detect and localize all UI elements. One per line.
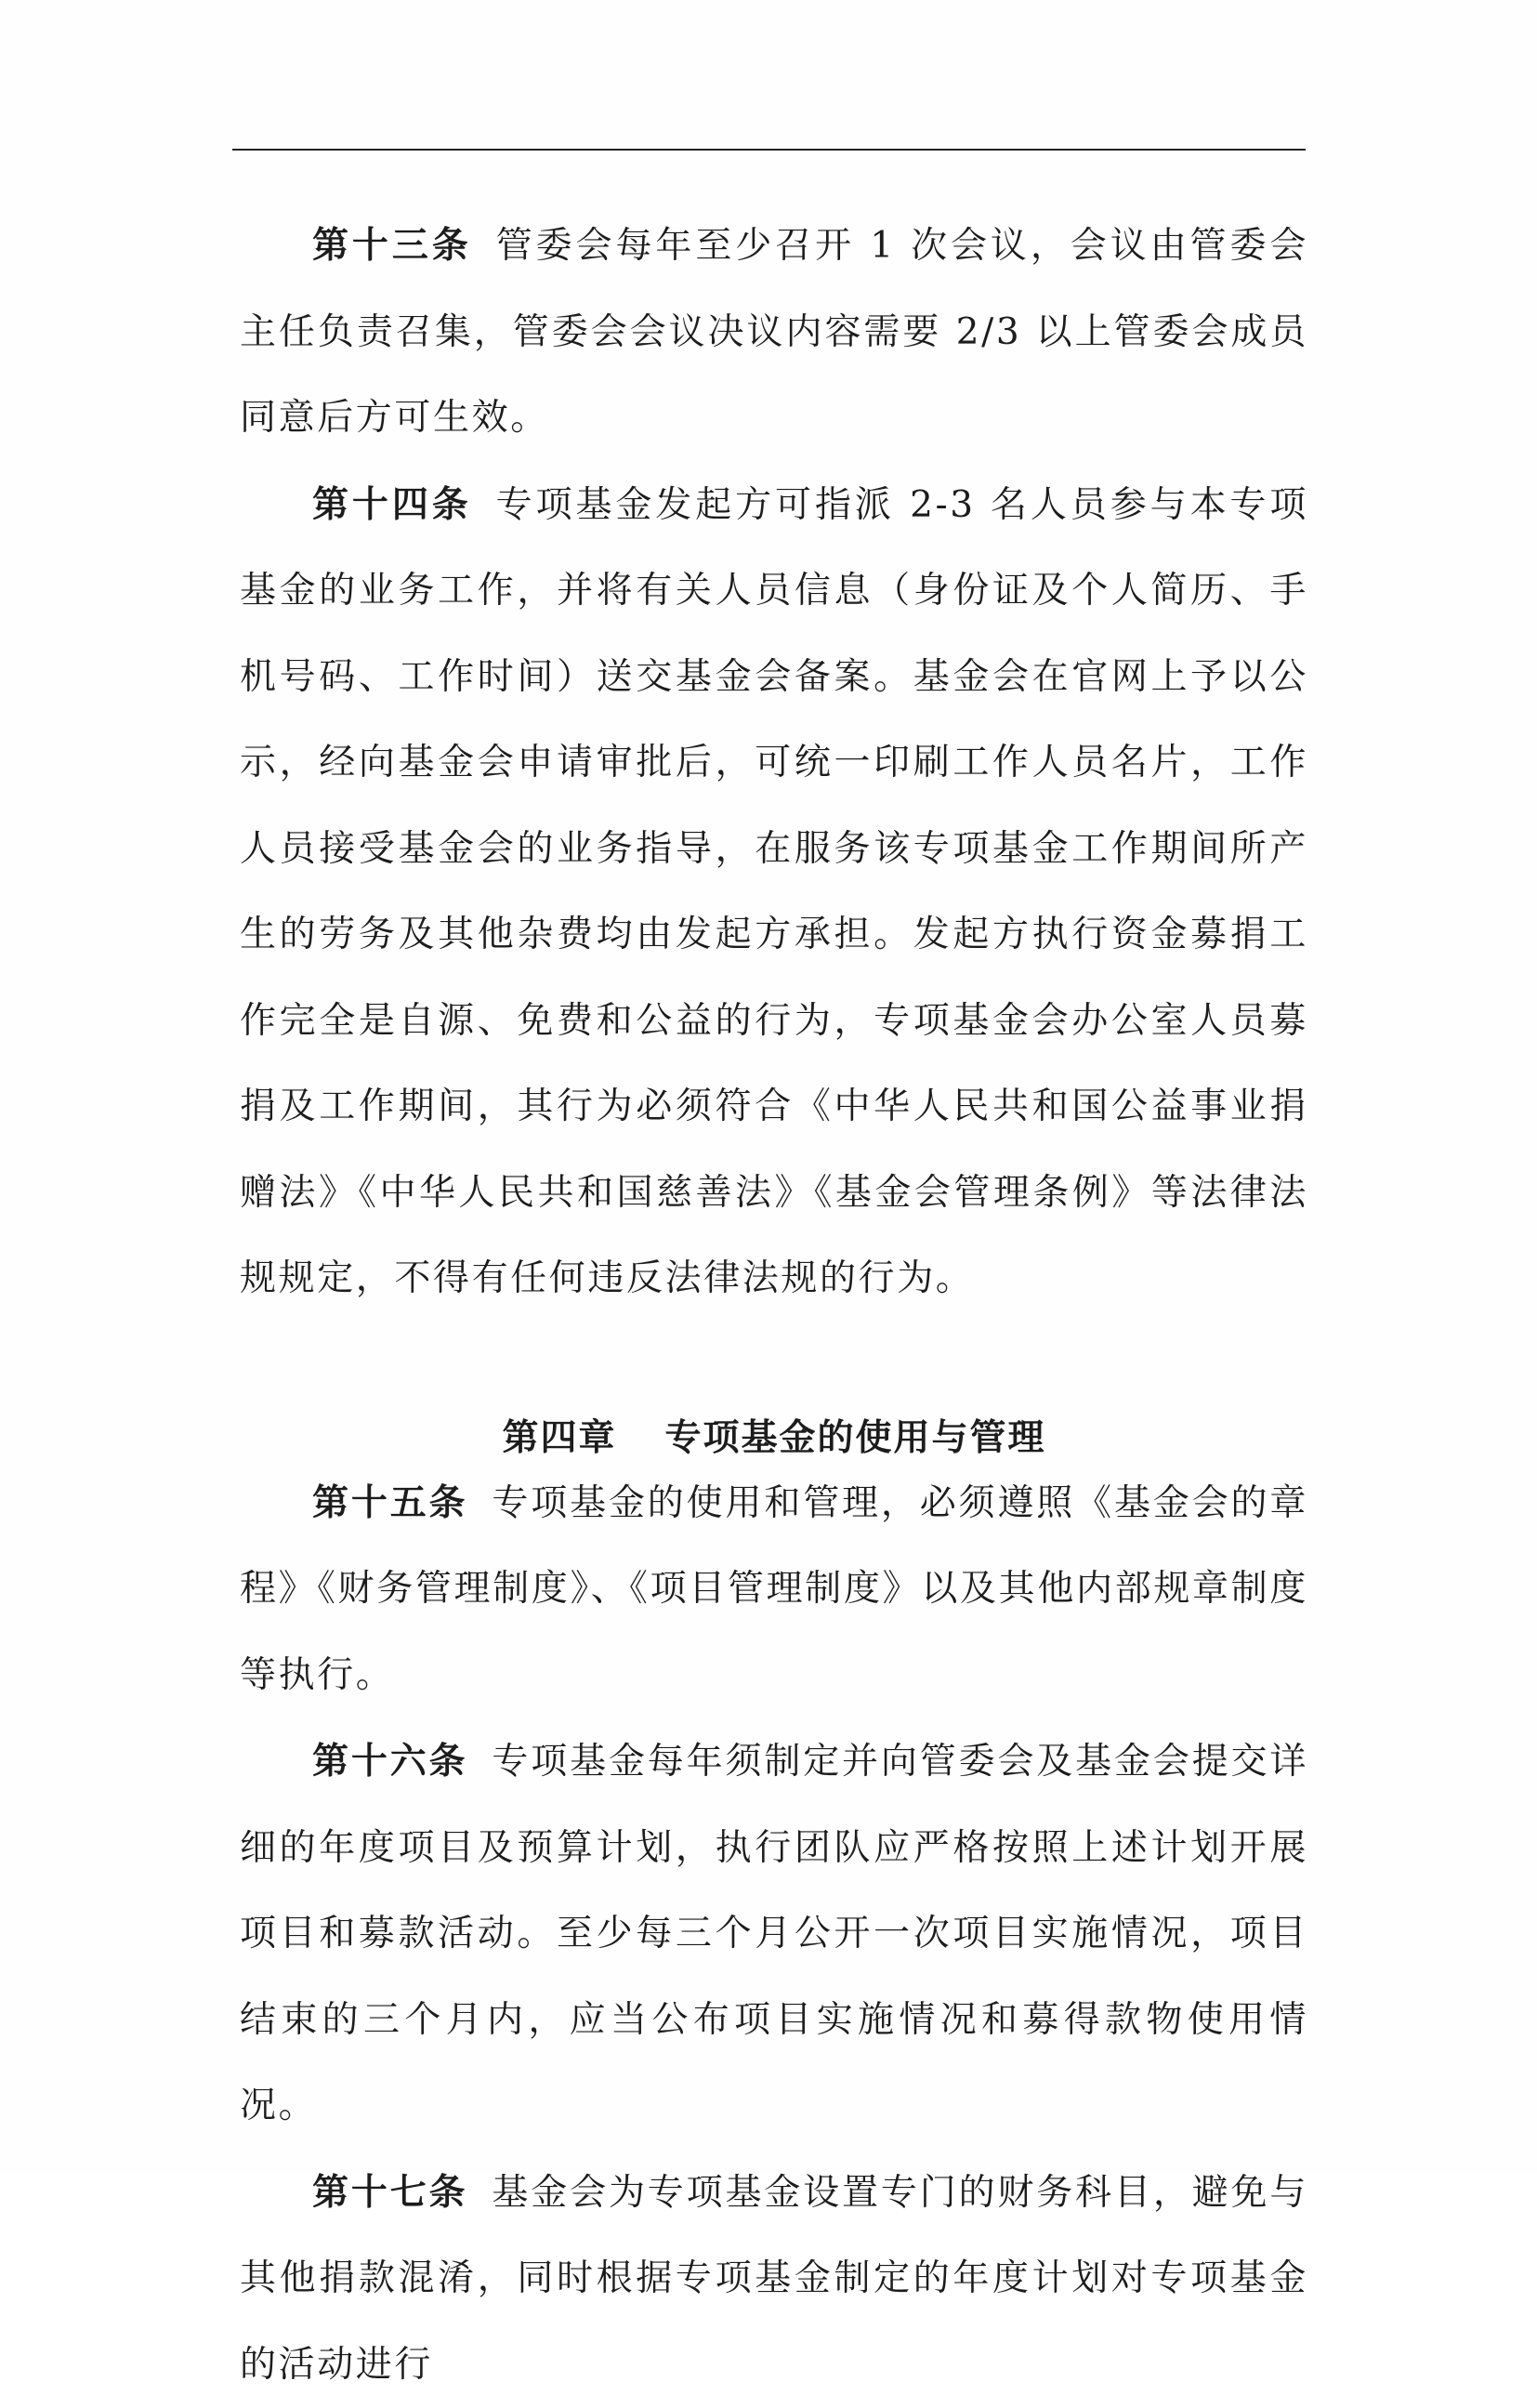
article-number: 第十五条 bbox=[312, 1481, 467, 1524]
article-number: 第十四条 bbox=[312, 483, 472, 526]
article-text: 基金会为专项基金设置专门的财务科目，避免与其他捐款混淆，同时根据专项基金制定的年度计划对专项基金的活动进行 bbox=[240, 2172, 1308, 2386]
article-text: 专项基金发起方可指派 2-3 名人员参与本专项基金的业务工作，并将有关人员信息（身份证及个人简历、手机号码、工作时间）送交基金会备案。基金会在官网上予以公示，经向基金会申请审批后，可统一印刷工作人员名片，工作人员接受基金会的业务指导，在服务该专项基金工作期间所产生的劳务及其他杂费均由发起方承担。发起方执行资金募捐工作完全是自源、免费和公益的行为，专项基金会办公室人员募捐及工作期间，其行为必须符合《中华人民共和国公益事业捐赠法》《中华人民共和国慈善法》《基金会管理条例》等法律法规规定，不得有任何违反法律法规的行为。 bbox=[240, 484, 1308, 1300]
article-number: 第十三条 bbox=[312, 224, 472, 267]
article-text: 专项基金每年须制定并向管委会及基金会提交详细的年度项目及预算计划，执行团队应严格按照上述计划开展项目和募款活动。至少每三个月公开一次项目实施情况，项目结束的三个月内，应当公布项目实施情况和募得款物使用情况。 bbox=[240, 1741, 1308, 2126]
header-rule bbox=[232, 149, 1306, 151]
article-15 bbox=[240, 1460, 1308, 1719]
article-number: 第十六条 bbox=[312, 1740, 467, 1783]
article-14 bbox=[240, 462, 1308, 1322]
document-body bbox=[240, 203, 1308, 2408]
article-text: 管委会每年至少召开 1 次会议，会议由管委会主任负责召集，管委会会议决议内容需要 2/3 以上管委会成员同意后方可生效。 bbox=[240, 225, 1308, 439]
chapter-number: 第四章 bbox=[502, 1416, 616, 1459]
article-13 bbox=[240, 203, 1308, 462]
article-text: 专项基金的使用和管理，必须遵照《基金会的章程》《财务管理制度》、《项目管理制度》以及其他内部规章制度等执行。 bbox=[240, 1482, 1308, 1696]
chapter-title: 专项基金的使用与管理 bbox=[665, 1416, 1046, 1459]
chapter-heading bbox=[240, 1322, 1308, 1460]
article-number: 第十七条 bbox=[312, 2171, 467, 2214]
article-16 bbox=[240, 1718, 1308, 2150]
article-17 bbox=[240, 2150, 1308, 2408]
